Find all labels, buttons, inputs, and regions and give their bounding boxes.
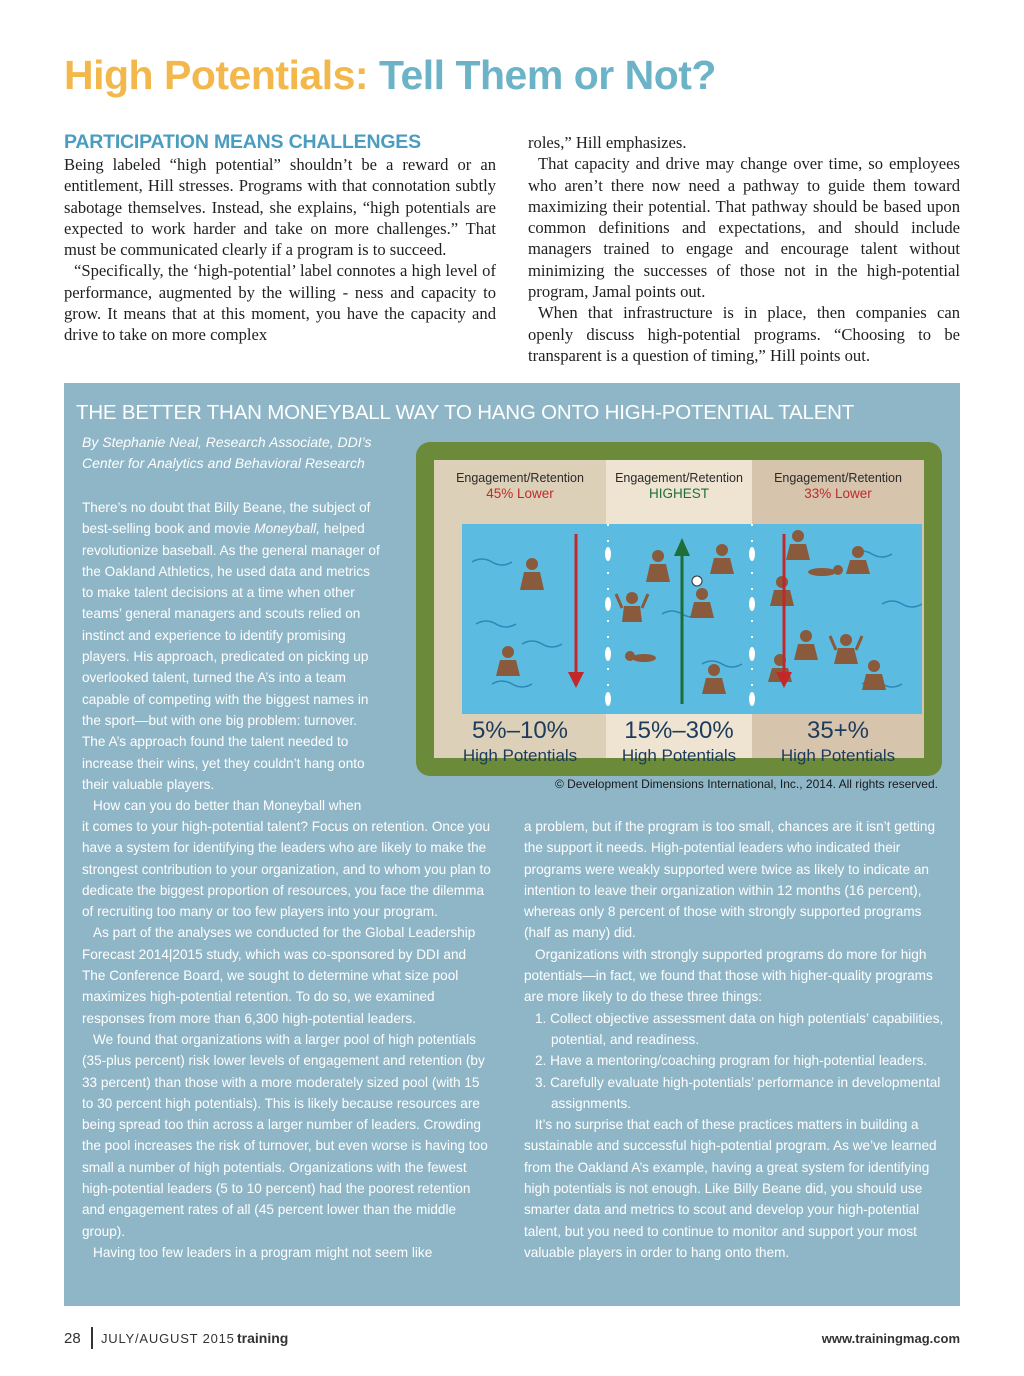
list-item: 2. Have a mentoring/coaching program for high-potential leaders. — [535, 1053, 928, 1069]
swimming-pool-illustration — [462, 524, 922, 714]
magazine-url: www.trainingmag.com — [821, 1331, 960, 1346]
panel-range: 15%–30% — [624, 717, 734, 744]
moneyball-italic: Moneyball, — [254, 521, 321, 537]
panel-heading — [434, 470, 606, 502]
title-part-2: Tell Them or Not? — [378, 52, 716, 98]
panel-heading-text: Engagement/Retention — [456, 471, 584, 485]
sidebar-intro-column — [82, 497, 382, 816]
panel-label: High Potentials — [780, 746, 896, 765]
sidebar-paragraph: It’s no surprise that each of these practices matters in building a sustainable and successful high-potential program. As we’ve learned from the Oakland A’s example, having a great system for identifying high potentials is not enough. Like Billy Beane did, you should use smarter data and metrics to scout and develop your high-potential talent, but you need to continue to monitor and support your most valuable players in order to hang onto them. — [524, 1117, 937, 1260]
magazine-name: training — [237, 1330, 289, 1346]
title-part-1: High Potentials: — [64, 52, 369, 98]
pool-size-figure — [416, 442, 942, 776]
footer-divider — [91, 1327, 93, 1349]
article-paragraph: “Specifically, the ‘high-potential’ label connotes a high level of performance, augmented by the willing - ness and capacity to grow. It means that at this moment, you have the capacity and drive to take on more complex — [64, 261, 496, 345]
panel-heading-text: Engagement/Retention — [615, 471, 743, 485]
beach-ball-icon — [692, 576, 702, 586]
article-paragraph: When that infrastructure is in place, then companies can openly discuss high-potential programs. “Choosing to be transparent is a question of timing,” Hill points out. — [528, 303, 960, 365]
panel-subheading: HIGHEST — [648, 486, 709, 501]
list-item: 1. Collect objective assessment data on high potentials’ capabilities, potential, and readiness. — [535, 1010, 944, 1047]
sidebar-box — [64, 383, 960, 1306]
sidebar-title: THE BETTER THAN MONEYBALL WAY TO HANG ONTO HIGH-POTENTIAL TALENT — [76, 401, 855, 424]
intro-post: helped revolutionize baseball. As the general manager of the Oakland Athletics, he used data and metrics to make talent decisions at a time when other teams’ general managers and scouts relied on instinct and experience to identify promising players. His approach, predicated on picking up overlooked talent, turned the A’s into a team capable of competing with the biggest names in the sport—but with one big problem: turnover. The A’s approach found the talent needed to increase their wins, yet they couldn’t hang onto their valuable players. — [82, 521, 380, 792]
sidebar-right-column — [524, 816, 950, 1263]
sidebar-paragraph: As part of the analyses we conducted for the Global Leadership Forecast 2014|2015 study, which was co-sponsored by DDI and The Conference Board, we sought to determine what size pool maximizes high-potential retention. To do so, we examined responses from more than 6,300 high-potential leaders. — [82, 925, 476, 1026]
article-title — [64, 52, 716, 99]
section-subhead: PARTICIPATION MEANS CHALLENGES — [64, 131, 421, 153]
article-paragraph: roles,” Hill emphasizes. — [528, 133, 687, 152]
sidebar-paragraph: How can you do better than Moneyball when — [93, 798, 362, 814]
article-paragraph: That capacity and drive may change over time, so employees who aren’t there now need a pathway to guide them toward maximizing their potential. That pathway should be based upon common definitions and expectations, and should include managers trained to engage and encourage talent without minimizing the successes of those not in the high-potential program, Jamal points out. — [528, 154, 960, 302]
sidebar-paragraph: We found that organizations with a larger pool of high potentials (35-plus percent) risk lower levels of engagement and retention (by 33 percent) than those with a more moderately sized pool (with 15 to 30 percent high potentials). This is likely because resources are being spread too thin across a larger number of leaders. Crowding the pool increases the risk of turnover, but even worse is having too small a number of high potentials. Organizations with the fewest high-potential leaders (5 to 10 percent) had the poorest retention and engagement rates of all (45 percent lower than the middle group). — [82, 1031, 488, 1239]
figure-copyright: © Development Dimensions International, Inc., 2014. All rights reserved. — [554, 777, 938, 791]
panel-heading — [606, 470, 752, 502]
sidebar-left-column — [82, 816, 492, 1263]
panel-heading — [752, 470, 924, 502]
sidebar-byline: By Stephanie Neal, Research Associate, DDI’s Center for Analytics and Behavioral Research — [82, 434, 372, 471]
article-right-column — [528, 132, 960, 366]
sidebar-paragraph: it comes to your high-potential talent? Focus on retention. Once you have a system for identifying the leaders who are likely to make the strongest contribution to your organization, and to whom you plan to dedicate the biggest proportion of resources, you face the dilemma of recruiting too many or too few players into your program. — [82, 819, 491, 920]
panel-range: 5%–10% — [471, 717, 569, 744]
intro-pre: There’s no doubt that Billy Beane, the subject of best-selling book and movie — [82, 500, 371, 537]
sidebar-paragraph: Organizations with strongly supported programs do more for high potentials—in fact, we found that those with higher-quality programs are more likely to do these three things: — [524, 946, 933, 1005]
page-footer — [64, 1327, 960, 1351]
panel-subheading: 45% Lower — [486, 486, 554, 501]
sidebar-paragraph — [82, 497, 382, 795]
article-left-column — [64, 130, 496, 346]
sidebar-paragraph: a problem, but if the program is too small, chances are it isn’t getting the support it needs. High-potential leaders who indicated their programs were weakly supported were twice as likely to indicate an intention to leave their organization within 12 months (16 percent), whereas only 8 percent of those with strongly supported programs (half as many) did. — [524, 819, 936, 941]
article-paragraph: Being labeled “high potential” shouldn’t be a reward or an entitlement, Hill stresses. Programs with that connotation subtly sabotage themselves. Instead, she explains, “high potentials are expected to work harder and take on more challenges.” That must be communicated clearly if a program is to succeed. — [64, 155, 496, 260]
page-number: 28 — [64, 1330, 81, 1347]
panel-heading-text: Engagement/Retention — [774, 471, 902, 485]
panel-range: 35+% — [806, 717, 870, 744]
panel-label: High Potentials — [462, 746, 578, 765]
list-item: 3. Carefully evaluate high-potentials’ performance in developmental assignments. — [535, 1074, 941, 1111]
figure-panels — [434, 460, 924, 765]
sidebar-paragraph: Having too few leaders in a program might not seem like — [93, 1244, 433, 1260]
panel-subheading: 33% Lower — [804, 486, 872, 501]
issue-date: JULY/AUGUST 2015 — [101, 1331, 235, 1346]
panel-label: High Potentials — [621, 746, 737, 765]
